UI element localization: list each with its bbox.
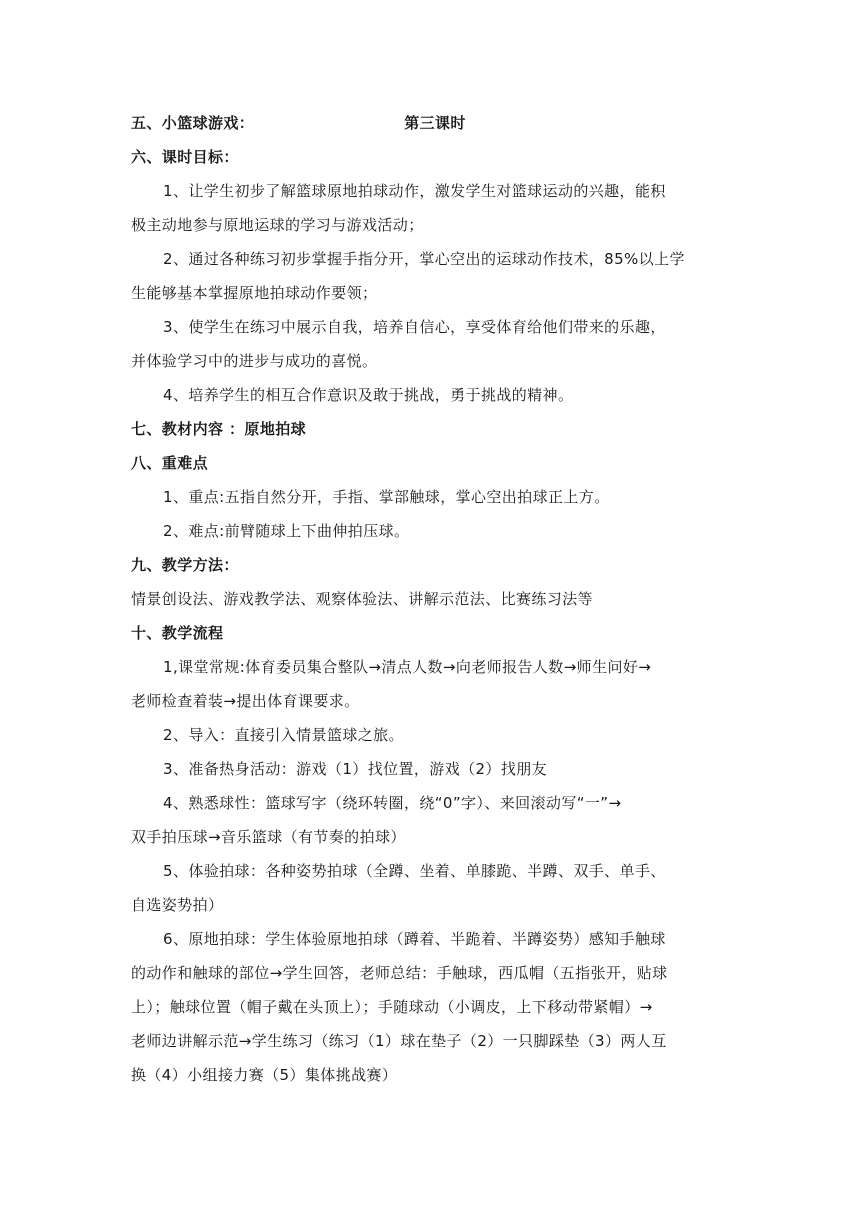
teaching-methods: 情景创设法、游戏教学法、观察体验法、讲解示范法、比赛练习法等 <box>131 590 594 608</box>
key-point: 1、重点:五指自然分开，手指、掌部触球，掌心空出拍球正上方。 <box>163 488 610 506</box>
goal-3-line-1: 3、使学生在练习中展示自我，培养自信心，享受体育给他们带来的乐趣， <box>163 318 666 336</box>
goal-1-line-1: 1、让学生初步了解篮球原地拍球动作，激发学生对篮球运动的兴趣，能积 <box>163 182 666 200</box>
flow-6-line-3: 上）；触球位置（帽子戴在头顶上）；手随球动（小调皮，上下移动带紧帽）→ <box>131 998 653 1016</box>
goal-2-line-1: 2、通过各种练习初步掌握手指分开，掌心空出的运球动作技术，85%以上学 <box>163 250 685 268</box>
flow-1-line-2: 老师检查着装→提出体育课要求。 <box>131 692 360 710</box>
flow-2-line-1: 2、导入：直接引入情景篮球之旅。 <box>163 726 404 744</box>
flow-6-line-4: 老师边讲解示范→学生练习（练习（1）球在垫子（2）一只脚踩垫（3）两人互 <box>131 1032 667 1050</box>
section-10-heading: 十、教学流程 <box>131 624 224 642</box>
goal-3-line-2: 并体验学习中的进步与成功的喜悦。 <box>131 352 378 370</box>
flow-5-line-2: 自选姿势拍） <box>131 896 224 914</box>
flow-3-line-1: 3、准备热身活动：游戏（1）找位置，游戏（2）找朋友 <box>163 760 548 778</box>
flow-6-line-5: 换（4）小组接力赛（5）集体挑战赛） <box>131 1066 398 1084</box>
section-7-heading: 七、教材内容 ：原地拍球 <box>131 420 307 438</box>
section-6-heading: 六、课时目标： <box>131 148 239 166</box>
goal-4-line-1: 4、培养学生的相互合作意识及敢于挑战，勇于挑战的精神。 <box>163 386 574 404</box>
section-8-heading: 八、重难点 <box>131 454 209 472</box>
section-9-heading: 九、教学方法： <box>131 556 239 574</box>
lesson-number: 第三课时 <box>404 114 466 132</box>
flow-4-line-2: 双手拍压球→音乐篮球（有节奏的拍球） <box>131 828 406 846</box>
difficult-point: 2、难点:前臂随球上下曲伸拍压球。 <box>163 522 410 540</box>
flow-1-line-1: 1,课堂常规:体育委员集合整队→清点人数→向老师报告人数→师生问好→ <box>163 658 652 676</box>
flow-6-line-1: 6、原地拍球：学生体验原地拍球（蹲着、半跪着、半蹲姿势）感知手触球 <box>163 930 666 948</box>
section-5-heading <box>131 106 731 140</box>
goal-2-line-2: 生能够基本掌握原地拍球动作要领； <box>131 284 378 302</box>
goal-1-line-2: 极主动地参与原地运球的学习与游戏活动； <box>131 216 424 234</box>
flow-6-line-2: 的动作和触球的部位→学生回答，老师总结：手触球，西瓜帽（五指张开，贴球 <box>131 964 668 982</box>
flow-5-line-1: 5、体验拍球：各种姿势拍球（全蹲、坐着、单膝跪、半蹲、双手、单手、 <box>163 862 666 880</box>
section-5-label: 五、小篮球游戏： <box>131 114 255 132</box>
flow-4-line-1: 4、熟悉球性：篮球写字（绕环转圈，绕“0”字）、来回滚动写“一”→ <box>163 794 622 812</box>
document-page <box>131 106 731 1092</box>
